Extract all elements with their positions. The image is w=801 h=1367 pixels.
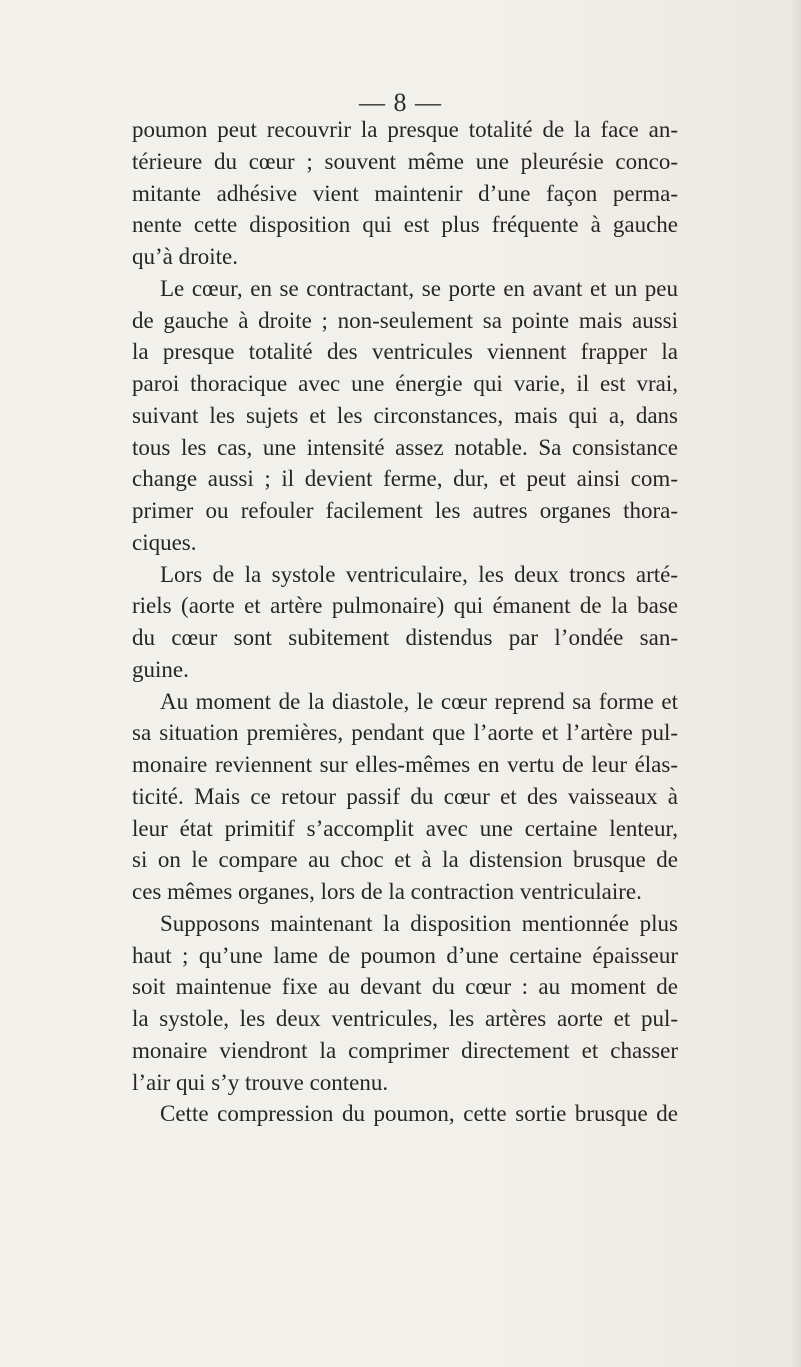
text-line: Lors de la systole ventriculaire, les deux troncs arté- (160, 561, 678, 587)
text-line: térieure du cœur ; souvent même une pleurésie conco- (132, 148, 678, 174)
page-edge-shadow (791, 0, 801, 1367)
text-line: Au moment de la diastole, le cœur reprend sa forme et (160, 688, 678, 714)
text-line: la presque totalité des ventricules viennent frapper la (132, 339, 678, 365)
text-line: Cette compression du poumon, cette sortie brusque de (160, 1101, 678, 1127)
body-text (132, 114, 678, 1130)
text-line: si on le compare au choc et à la distension brusque de (132, 847, 678, 873)
text-line: l’air qui s’y trouve contenu. (132, 1069, 389, 1095)
text-line: ticité. Mais ce retour passif du cœur et des vaisseaux à (132, 783, 678, 809)
text-line: paroi thoracique avec une énergie qui varie, il est vrai, (132, 371, 678, 396)
text-line: monaire reviennent sur elles-mêmes en vertu de leur élas- (132, 752, 678, 777)
text-line: haut ; qu’une lame de poumon d’une certaine épaisseur (132, 942, 678, 968)
text-line: la systole, les deux ventricules, les artères aorte et pul- (132, 1006, 678, 1031)
text-line: nente cette disposition qui est plus fréquente à gauche (132, 212, 678, 238)
text-line: soit maintenue fixe au devant du cœur : au moment de (132, 974, 678, 1000)
text-line: Supposons maintenant la disposition mentionnée plus (160, 910, 678, 936)
text-line: qu’à droite. (132, 244, 239, 269)
text-line: ces mêmes organes, lors de la contraction ventriculaire. (132, 879, 642, 904)
text-line: du cœur sont subitement distendus par l’ondée san- (132, 625, 678, 650)
page-number: — 8 — (359, 88, 442, 117)
text-line: change aussi ; il devient ferme, dur, et peut ainsi com- (132, 466, 678, 492)
text-line: Le cœur, en se contractant, se porte en avant et un peu (160, 275, 678, 301)
text-line: leur état primitif s’accomplit avec une certaine lenteur, (132, 815, 678, 841)
text-line: mitante adhésive vient maintenir d’une façon perma- (132, 180, 678, 206)
text-line: ciques. (132, 529, 197, 555)
text-line: suivant les sujets et les circonstances, mais qui a, dans (132, 402, 678, 428)
text-line: sa situation premières, pendant que l’aorte et l’artère pul- (132, 720, 678, 746)
text-line: riels (aorte et artère pulmonaire) qui émanent de la base (132, 593, 678, 619)
text-line: guine. (132, 656, 189, 682)
text-line: monaire viendront la comprimer directement et chasser (132, 1037, 678, 1063)
text-line: de gauche à droite ; non-seulement sa pointe mais aussi (132, 307, 678, 333)
text-line: poumon peut recouvrir la presque totalité de la face an- (132, 117, 678, 142)
text-line: primer ou refouler facilement les autres organes thora- (132, 498, 678, 523)
text-line: tous les cas, une intensité assez notable. Sa consistance (132, 434, 678, 460)
